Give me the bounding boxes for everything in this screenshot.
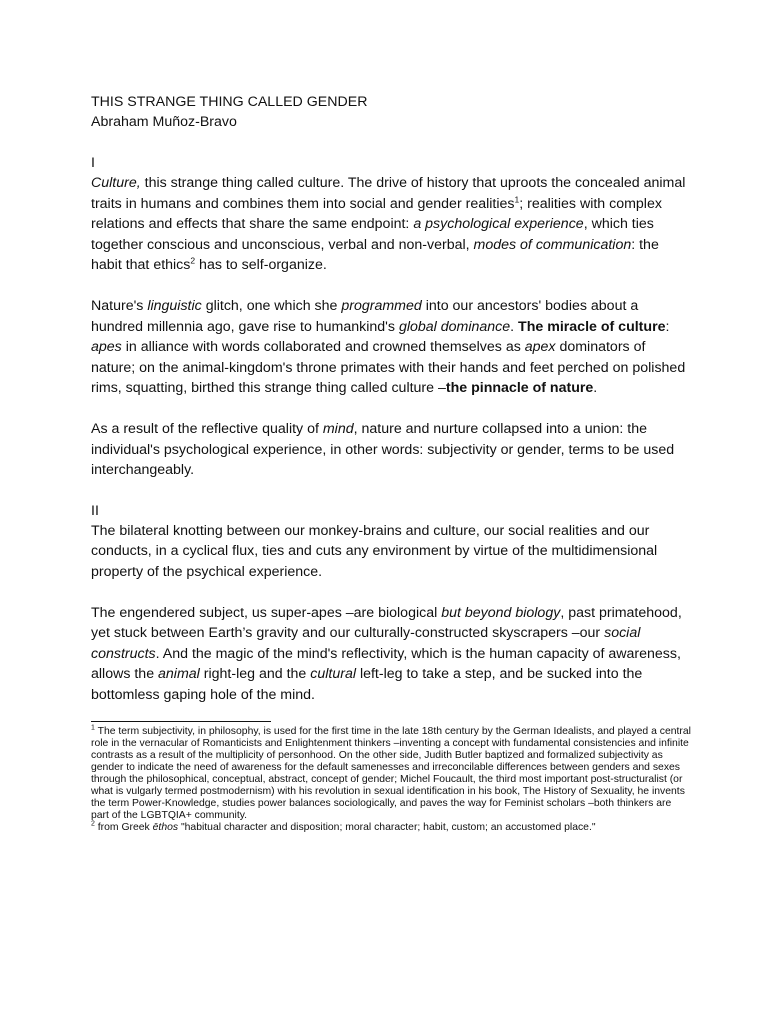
text-run: . — [510, 318, 519, 335]
body-paragraph — [91, 603, 692, 706]
body-paragraph — [91, 521, 692, 583]
section-numeral: I — [91, 155, 95, 171]
text-run: . — [593, 380, 598, 397]
italic-text: but beyond biology — [441, 604, 561, 621]
document-title: THIS STRANGE THING CALLED GENDER — [91, 94, 368, 110]
italic-text: cultural — [310, 666, 356, 683]
document-body — [91, 153, 692, 705]
italic-text: linguistic — [147, 297, 202, 314]
footnote — [91, 822, 692, 834]
text-run: : — [665, 318, 670, 335]
footnote-reference: 1 — [91, 725, 95, 732]
body-paragraph — [91, 296, 692, 399]
italic-text: global dominance — [398, 318, 511, 335]
italic-text: programmed — [341, 297, 422, 314]
text-run: into our ancestors' bodies about a hundred millennia ago, gave rise to humankind's — [91, 297, 639, 335]
text-run: has to self-organize. — [195, 257, 327, 274]
italic-text: social constructs — [91, 625, 641, 662]
body-paragraph — [91, 173, 692, 276]
bold-text: the pinnacle of nature — [445, 380, 594, 397]
text-run: Nature's — [91, 297, 148, 314]
text-run: right-leg and the — [199, 666, 311, 683]
italic-text: mind — [322, 420, 354, 437]
footnote-reference: 1 — [514, 193, 520, 204]
section-numeral: II — [91, 502, 99, 519]
footnote-reference: 2 — [190, 255, 196, 266]
footnote — [91, 726, 692, 821]
text-run: left-leg to take a step, and be sucked into the bottomless gaping hole of the mind. — [91, 666, 643, 703]
italic-text: Culture, — [91, 175, 141, 191]
italic-text: apes — [91, 339, 122, 356]
text-run: from Greek — [94, 821, 153, 833]
text-run: . And the magic of the mind's reflectivity, which is the human capacity of awareness, allows the — [91, 645, 681, 683]
text-run: this strange thing called culture. The drive of history that uproots the concealed animal traits in humans and combines them into social and gender realities — [91, 175, 686, 212]
text-run: , nature and nurture collapsed into a union: the individual's psychological experience, in other words: subjectivity or gender, terms to be used interchangeably. — [91, 420, 675, 479]
footnotes — [91, 726, 692, 833]
text-run: As a result of the reflective quality of — [91, 420, 323, 437]
text-run: "habitual character and disposition; moral character; habit, custom; an accustomed place." — [178, 821, 596, 833]
italic-text: ēthos — [152, 821, 179, 833]
text-run: The bilateral knotting between our monkey-brains and culture, our social realities and our conducts, in a cyclical flux, ties and cuts any environment by virtue of the multidimensional property of the psychical experience. — [91, 522, 658, 580]
italic-text: animal — [158, 666, 200, 683]
text-run: , which ties together conscious and unconscious, verbal and non-verbal, — [91, 216, 654, 253]
italic-text: apex — [524, 339, 556, 356]
text-run: The term subjectivity, in philosophy, is used for the first time in the late 18th century by the German Idealists, and played a central role in the vernacular of Romanticists and Enlightenment thinkers –inventing a concept with fundamental consistencies and infinite contrasts as a result of the multiplicity of personhood. On the other side, Judith Butler baptized and formalized subjectivity as gender to indicate the need of awareness for the default samenesses and irreconcilable differences between genders and sexes through the philosophical, conceptual, abstract, concept of gender; Michel Foucault, the third most important post-structuralist (or what is vulgarly termed postmodernism) with his revolution in sexual identification in his book, The History of Sexuality, he invents the term Power-Knowledge, studies power balances sociologically, and paves the way for Feminist scholars –both thinkers are part of the LGBTQIA+ community. — [91, 726, 691, 821]
text-run: , past primatehood, yet stuck between Earth’s gravity and our culturally-constructed skyscrapers –our — [91, 604, 682, 642]
text-run: glitch, one which she — [201, 297, 342, 314]
text-run: dominators of nature; on the animal-kingdom's throne primates with their hands and feet perched on polished rims, squatting, birthed this strange thing called culture – — [91, 339, 686, 397]
text-run: ; realities with complex relations and effects that share the same endpoint: — [91, 195, 662, 233]
footnote-reference: 2 — [91, 820, 95, 828]
italic-text: modes of communication — [473, 236, 632, 253]
text-run: : the habit that ethics — [91, 236, 659, 274]
bold-text: The miracle of culture — [518, 318, 666, 335]
footnote-divider — [91, 721, 271, 722]
text-run: The engendered subject, us super-apes –are biological — [91, 604, 442, 621]
italic-text: a psychological experience — [413, 216, 584, 233]
document-author: Abraham Muñoz-Bravo — [91, 114, 237, 130]
text-run: in alliance with words collaborated and crowned themselves as — [121, 339, 525, 356]
body-paragraph — [91, 419, 692, 481]
